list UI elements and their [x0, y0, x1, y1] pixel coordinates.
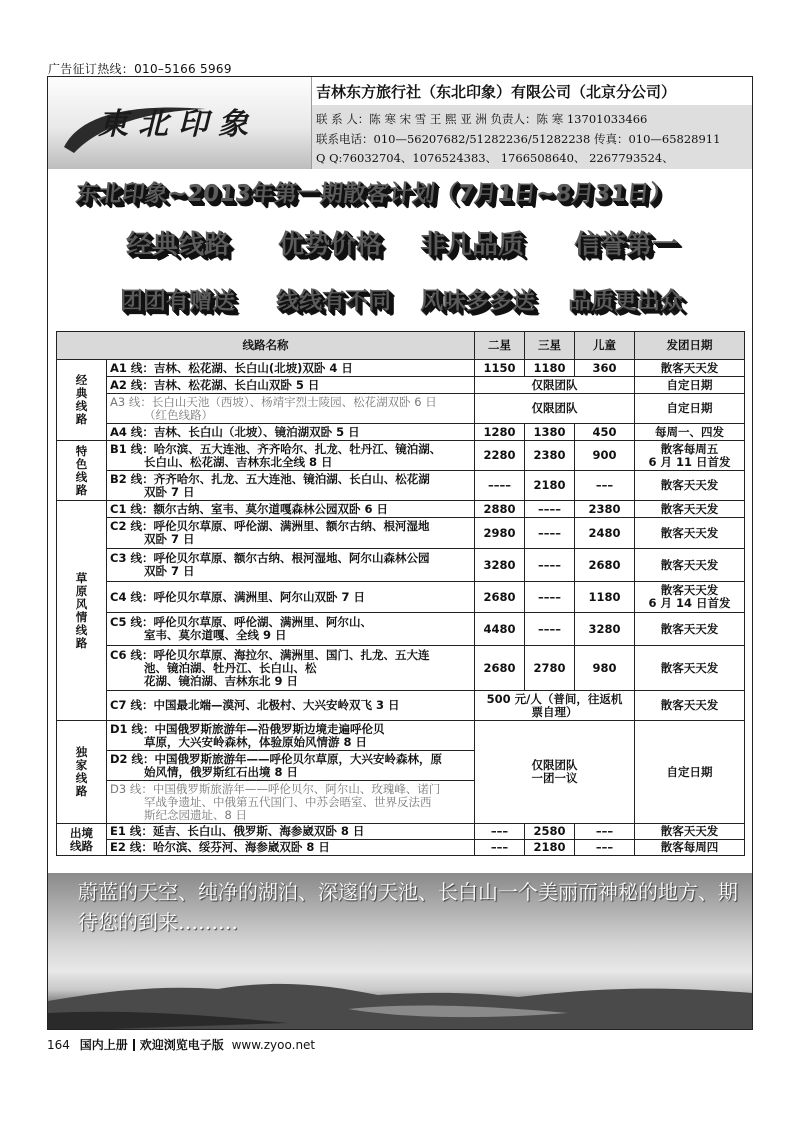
ad-hotline: 广告征订热线：010–5166 5969	[48, 62, 232, 76]
price-two-star: 1150	[475, 360, 525, 377]
slogan-classic-routes: 经典线路	[126, 230, 231, 260]
flight-price-note: 500 元/人（普间，往返机 票自理）	[475, 691, 635, 721]
header-three-star: 三星	[525, 332, 575, 360]
slogan-gifts: 团团有赠送	[120, 288, 235, 314]
footer-divider	[133, 1039, 135, 1051]
price-three-star: 2180	[525, 840, 575, 856]
route-c4: C4 线：呼伦贝尔草原、满洲里、阿尔山双卧 7 日	[107, 582, 475, 613]
category-special: 特色线路	[57, 441, 107, 501]
price-child: 450	[575, 424, 635, 441]
page-number: 164	[47, 1038, 70, 1052]
price-two-star: 1280	[475, 424, 525, 441]
route-d1: D1 线：中国俄罗斯旅游年—沿俄罗斯边境走遍呼伦贝 草原，大兴安岭森林，体验原始风情游 8 日	[107, 721, 475, 751]
price-two-star: –––	[475, 824, 525, 840]
price-two-star: 4480	[475, 613, 525, 646]
category-exclusive: 独家线路	[57, 721, 107, 824]
group-only-note: 仅限团队	[475, 394, 635, 424]
route-c2: C2 线：呼伦贝尔草原、呼伦湖、满洲里、额尔古纳、根河湿地 双卧 7 日	[107, 518, 475, 549]
price-two-star: 2980	[475, 518, 525, 549]
contact-phone: 联系电话：010—56207682/51282236/51282238 传真：010—65828911	[316, 132, 721, 146]
departure-date: 散客天天发	[635, 646, 745, 691]
price-child: 360	[575, 360, 635, 377]
route-d2: D2 线：中国俄罗斯旅游年——呼伦贝尔草原，大兴安岭森林，原 始风情，俄罗斯红石出境 8 日	[107, 751, 475, 781]
departure-date: 自定日期	[635, 377, 745, 394]
table-row	[57, 377, 745, 394]
price-three-star: 1180	[525, 360, 575, 377]
table-header-row	[57, 332, 745, 360]
advertisement-frame	[47, 76, 753, 1030]
table-row	[57, 840, 745, 856]
route-c6: C6 线：呼伦贝尔草原、海拉尔、满洲里、国门、扎龙、五大连 池、镜泊湖、牡丹江、长白山、松 花湖、镜泊湖、吉林东北 9 日	[107, 646, 475, 691]
route-d3: D3 线：中国俄罗斯旅游年——呼伦贝尔、阿尔山、玫瑰峰、诺门 罕战争遗址、中俄第五代国门、中苏会晤室、世界反法西 斯纪念园遗址、8 日	[107, 781, 475, 824]
ebook-note: 欢迎浏览电子版	[139, 1038, 224, 1052]
header-child: 儿童	[575, 332, 635, 360]
group-negotiation-note: 仅限团队 一团一议	[475, 721, 635, 824]
price-child: 900	[575, 441, 635, 471]
plan-title-banner: 东北印象~2013年第一期散客计划（7月1日~8月31日）	[74, 181, 674, 207]
table-row	[57, 394, 745, 424]
price-child: 2480	[575, 518, 635, 549]
route-c5: C5 线：呼伦贝尔草原、呼伦湖、满洲里、阿尔山、 室韦、莫尔道嘎、全线 9 日	[107, 613, 475, 646]
price-two-star: 2280	[475, 441, 525, 471]
route-b2: B2 线：齐齐哈尔、扎龙、五大连池、镜泊湖、长白山、松花湖 双卧 7 日	[107, 471, 475, 501]
route-a1: A1 线：吉林、松花湖、长白山(北坡)双卧 4 日	[107, 360, 475, 377]
table-row	[57, 360, 745, 377]
price-three-star: 2580	[525, 824, 575, 840]
table-row	[57, 471, 745, 501]
price-three-star: ––––	[525, 518, 575, 549]
company-name: 吉林东方旅行社（东北印象）有限公司（北京分公司）	[316, 83, 677, 101]
departure-date: 散客天天发	[635, 549, 745, 582]
table-row	[57, 691, 745, 721]
table-row	[57, 646, 745, 691]
table-row	[57, 582, 745, 613]
price-three-star: ––––	[525, 549, 575, 582]
slogan-advantage-price: 优势价格	[278, 230, 383, 260]
route-e2: E2 线：哈尔滨、绥芬河、海参崴双卧 8 日	[107, 840, 475, 856]
departure-date: 散客每周五 6 月 11 日首发	[635, 441, 745, 471]
price-two-star: 3280	[475, 549, 525, 582]
table-row	[57, 424, 745, 441]
route-c7: C7 线：中国最北端—漠河、北极村、大兴安岭双飞 3 日	[107, 691, 475, 721]
table-row	[57, 824, 745, 840]
landscape-photo	[48, 873, 752, 1030]
departure-date: 散客天天发	[635, 360, 745, 377]
routes-table	[56, 331, 745, 856]
slogan-unique-routes: 线线有不同	[276, 288, 391, 314]
table-row	[57, 441, 745, 471]
slogan-reputation: 信誉第一	[574, 230, 679, 260]
departure-date: 散客每周四	[635, 840, 745, 856]
departure-date: 散客天天发	[635, 613, 745, 646]
header-two-star: 二星	[475, 332, 525, 360]
header-departure-date: 发团日期	[635, 332, 745, 360]
route-b1: B1 线：哈尔滨、五大连池、齐齐哈尔、扎龙、牡丹江、镜泊湖、 长白山、松花湖、吉林东北全线 8 日	[107, 441, 475, 471]
route-a3: A3 线：长白山天池（西坡）、杨靖宇烈士陵园、松花湖双卧 6 日 （红色线路）	[107, 394, 475, 424]
logo	[48, 77, 312, 169]
ad-header	[48, 77, 752, 169]
price-two-star: –––	[475, 840, 525, 856]
logo-text: 東北印象	[98, 107, 258, 142]
price-three-star: ––––	[525, 613, 575, 646]
table-row	[57, 613, 745, 646]
departure-date: 自定日期	[635, 394, 745, 424]
price-child: –––	[575, 824, 635, 840]
category-classic: 经典线路	[57, 360, 107, 441]
route-c3: C3 线：呼伦贝尔草原、额尔古纳、根河湿地、阿尔山森林公园 双卧 7 日	[107, 549, 475, 582]
price-child: –––	[575, 840, 635, 856]
table-row	[57, 721, 745, 751]
departure-date: 散客天天发	[635, 691, 745, 721]
section-name: 国内上册	[79, 1038, 128, 1052]
table-row	[57, 501, 745, 518]
slogan-quality: 非凡品质	[420, 230, 525, 260]
price-three-star: 1380	[525, 424, 575, 441]
route-a4: A4 线：吉林、长白山（北坡）、镜泊湖双卧 5 日	[107, 424, 475, 441]
price-child: 1180	[575, 582, 635, 613]
price-three-star: 2180	[525, 471, 575, 501]
slogan-flavors: 风味多多送	[420, 288, 535, 314]
price-child: 2680	[575, 549, 635, 582]
group-only-note: 仅限团队	[475, 377, 635, 394]
price-three-star: ––––	[525, 501, 575, 518]
price-three-star: ––––	[525, 582, 575, 613]
departure-date: 散客天天发	[635, 518, 745, 549]
contact-qq: Q Q:76032704、1076524383、 1766508640、 2267793524、	[316, 151, 674, 165]
category-grassland: 草原风情线路	[57, 501, 107, 721]
departure-date: 散客天天发	[635, 501, 745, 518]
price-three-star: 2380	[525, 441, 575, 471]
price-child: 2380	[575, 501, 635, 518]
website-link[interactable]: www.zyoo.net	[231, 1038, 316, 1052]
table-row	[57, 518, 745, 549]
price-child: 980	[575, 646, 635, 691]
price-two-star: ––––	[475, 471, 525, 501]
route-a2: A2 线：吉林、松花湖、长白山双卧 5 日	[107, 377, 475, 394]
route-c1: C1 线：额尔古纳、室韦、莫尔道嘎森林公园双卧 6 日	[107, 501, 475, 518]
price-two-star: 2880	[475, 501, 525, 518]
page-footer	[47, 1036, 315, 1053]
route-e1: E1 线：延吉、长白山、俄罗斯、海参崴双卧 8 日	[107, 824, 475, 840]
price-child: –––	[575, 471, 635, 501]
departure-date: 每周一、四发	[635, 424, 745, 441]
departure-date: 散客天天发	[635, 824, 745, 840]
slogan-superior-quality: 品质更出众	[568, 288, 683, 314]
tagline: 蔚蓝的天空、纯净的湖泊、深邃的天池、长白山一个美丽而神秘的地方、期待您的到来………	[78, 880, 738, 934]
table-row	[57, 549, 745, 582]
price-two-star: 2680	[475, 582, 525, 613]
header-route-name: 线路名称	[57, 332, 475, 360]
departure-date: 散客天天发 6 月 14 日首发	[635, 582, 745, 613]
departure-date: 散客天天发	[635, 471, 745, 501]
price-child: 3280	[575, 613, 635, 646]
category-outbound: 出境线路	[57, 824, 107, 856]
departure-date: 自定日期	[635, 721, 745, 824]
price-two-star: 2680	[475, 646, 525, 691]
contact-persons: 联 系 人：陈 寒 宋 雪 王 熙 亚 洲 负责人：陈 寒 13701033466	[316, 112, 648, 126]
price-three-star: 2780	[525, 646, 575, 691]
